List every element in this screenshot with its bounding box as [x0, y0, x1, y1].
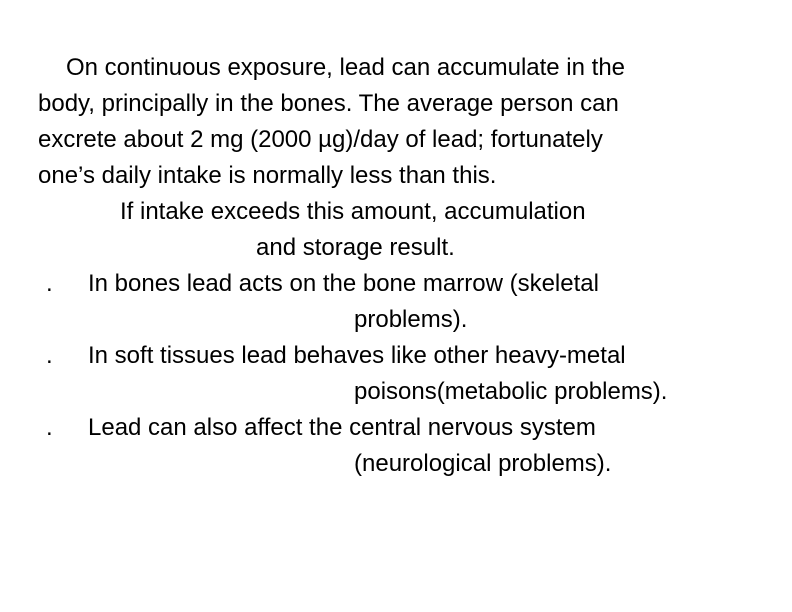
- bullet-text-1: In bones lead acts on the bone marrow (skeletal: [88, 270, 599, 297]
- paragraph-line-4: one’s daily intake is normally less than this.: [38, 162, 497, 189]
- centered-line-1: If intake exceeds this amount, accumulation: [120, 198, 586, 225]
- bullet-marker-2: .: [46, 342, 53, 369]
- paragraph-line-3: excrete about 2 mg (2000 µg)/day of lead; fortunately: [38, 126, 603, 153]
- bullet-marker-3: .: [46, 414, 53, 441]
- bullet-text-2: In soft tissues lead behaves like other heavy-metal: [88, 342, 626, 369]
- paragraph-line-1: On continuous exposure, lead can accumulate in the: [66, 54, 626, 81]
- bullet-continuation-3: (neurological problems).: [354, 450, 612, 477]
- bullet-continuation-1: problems).: [354, 306, 468, 333]
- centered-line-2: and storage result.: [256, 234, 455, 261]
- paragraph-line-2: body, principally in the bones. The average person can: [38, 90, 619, 117]
- bullet-text-3: Lead can also affect the central nervous system: [88, 414, 596, 441]
- bullet-continuation-2: poisons(metabolic problems).: [354, 378, 668, 405]
- bullet-marker-1: .: [46, 270, 53, 297]
